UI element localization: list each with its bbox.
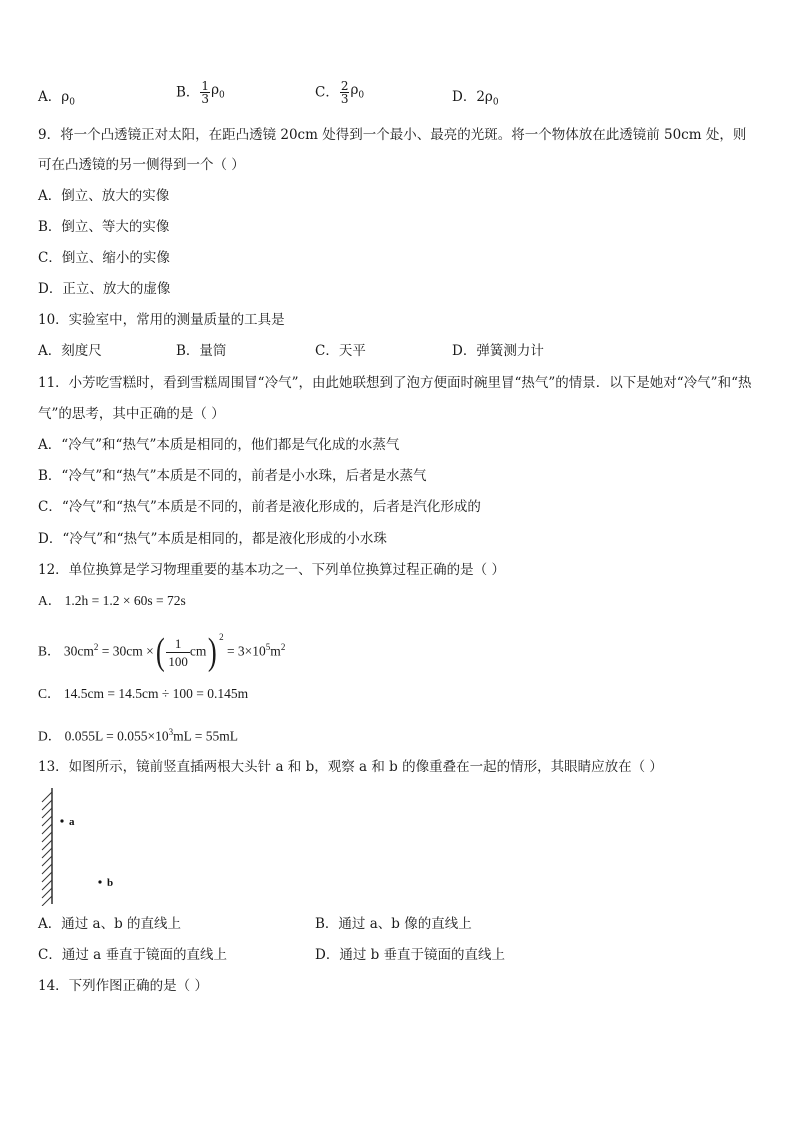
q12-stem: 12．单位换算是学习物理重要的基本功之一、下列单位换算过程正确的是（ ） xyxy=(38,562,505,578)
pin-a-label: a xyxy=(69,816,75,828)
rho-text: ρ xyxy=(61,89,70,105)
q12-option-d[interactable] xyxy=(38,723,238,746)
rho-text: ρ xyxy=(350,81,359,98)
exponent: 5 xyxy=(265,642,271,652)
option-letter: B． xyxy=(38,643,61,659)
q8-option-c[interactable] xyxy=(315,80,364,105)
q9-option-a[interactable]: A．倒立、放大的实像 xyxy=(38,188,170,204)
left-paren: ( xyxy=(155,631,165,674)
q9-option-b[interactable]: B．倒立、等大的实像 xyxy=(38,219,170,235)
q13-option-b[interactable]: B．通过 a、b 像的直线上 xyxy=(315,916,472,932)
q11-stem-line1: 11．小芳吃雪糕时，看到雪糕周围冒“冷气”，由此她联想到了泡方便面时碗里冒“热气”的情景．以下是她对“冷气”和“热 xyxy=(38,375,752,391)
q10-stem: 10．实验室中，常用的测量质量的工具是 xyxy=(38,312,285,328)
exponent: 2 xyxy=(219,632,224,642)
q12-d-pre: 0.055L = 0.055×10 xyxy=(64,728,169,744)
pin-b-dot xyxy=(98,880,101,883)
rho-symbol xyxy=(350,81,365,101)
q8-option-a[interactable] xyxy=(38,88,75,112)
fraction-denominator: 3 xyxy=(340,92,349,106)
q9-option-d[interactable]: D．正立、放大的虚像 xyxy=(38,281,171,297)
right-paren: ) xyxy=(208,631,218,674)
q12-option-c[interactable] xyxy=(38,685,248,703)
q9-option-c[interactable]: C．倒立、缩小的实像 xyxy=(38,250,170,266)
q10-option-b[interactable]: B．量筒 xyxy=(176,343,227,359)
q11-option-b[interactable]: B．“冷气”和“热气”本质是不同的，前者是小水珠，后者是水蒸气 xyxy=(38,468,427,484)
rho-symbol xyxy=(211,81,225,101)
pin-b-label: b xyxy=(107,877,114,889)
q11-option-a[interactable]: A．“冷气”和“热气”本质是相同的，他们都是气化成的水蒸气 xyxy=(38,437,400,453)
q14-stem: 14．下列作图正确的是（ ） xyxy=(38,978,208,994)
fraction xyxy=(200,80,210,105)
pin-a-dot xyxy=(60,819,63,822)
q11-option-d[interactable]: D．“冷气”和“热气”本质是相同的，都是液化形成的小水珠 xyxy=(38,531,387,547)
option-letter: D． xyxy=(38,728,62,744)
fraction-denominator: 3 xyxy=(201,92,210,106)
q12-b-right: = 3×10 xyxy=(226,643,266,659)
q11-stem-line2: 气”的思考，其中正确的是（ ） xyxy=(38,406,225,422)
rho-subscript: 0 xyxy=(492,97,499,108)
fraction-numerator: 2 xyxy=(340,79,349,93)
fraction-numerator: 1 xyxy=(166,635,190,653)
q12-d-post: mL = 55mL xyxy=(173,728,238,744)
option-letter: A． xyxy=(38,89,62,105)
fraction-numerator: 1 xyxy=(201,79,210,93)
q10-option-a[interactable]: A．刻度尺 xyxy=(38,343,102,359)
exponent: 3 xyxy=(168,727,174,737)
q12-b-middle: = 30cm × xyxy=(98,643,154,659)
rho-text: ρ xyxy=(211,81,219,98)
q12-option-b[interactable] xyxy=(38,625,285,674)
option-letter: D． xyxy=(452,89,477,105)
rho-symbol xyxy=(476,89,499,108)
option-letter: A． xyxy=(38,593,62,608)
option-letter: C． xyxy=(38,686,61,701)
q10-option-d[interactable]: D．弹簧测力计 xyxy=(452,343,544,359)
q12-b-unit: cm xyxy=(189,643,207,659)
exponent: 2 xyxy=(93,642,99,652)
q12-option-a[interactable] xyxy=(38,592,186,610)
option-letter: C． xyxy=(315,84,339,101)
mirror-hatching xyxy=(42,792,52,906)
fraction-denominator: 100 xyxy=(168,653,188,669)
q8-option-b[interactable] xyxy=(176,80,225,105)
mirror-figure xyxy=(38,786,118,906)
rho-symbol xyxy=(61,89,75,108)
rho-subscript: 0 xyxy=(219,90,225,101)
q9-stem-line1: 9．将一个凸透镜正对太阳，在距凸透镜 20cm 处得到一个最小、最亮的光斑。将一个物体放在此透镜前 50cm 处，则 xyxy=(38,127,747,143)
rho-text: 2ρ xyxy=(476,89,493,105)
q12-b-right-unit: m xyxy=(270,643,281,659)
exponent: 2 xyxy=(280,642,286,652)
q13-option-d[interactable]: D．通过 b 垂直于镜面的直线上 xyxy=(315,947,506,963)
q12-b-left: 30cm xyxy=(63,643,94,659)
q11-option-c[interactable]: C．“冷气”和“热气”本质是不同的，前者是液化形成的，后者是汽化形成的 xyxy=(38,499,481,515)
fraction xyxy=(166,635,190,670)
q8-option-d[interactable] xyxy=(452,88,499,112)
q13-option-c[interactable]: C．通过 a 垂直于镜面的直线上 xyxy=(38,947,227,963)
fraction xyxy=(340,80,350,105)
q12-c-expression: 14.5cm = 14.5cm ÷ 100 = 0.145m xyxy=(63,686,249,701)
q10-option-c[interactable]: C．天平 xyxy=(315,343,366,359)
q9-stem-line2: 可在凸透镜的另一侧得到一个（ ） xyxy=(38,157,245,173)
q12-a-expression: 1.2h = 1.2 × 60s = 72s xyxy=(64,593,186,608)
q13-stem: 13．如图所示，镜前竖直插两根大头针 a 和 b，观察 a 和 b 的像重叠在一起的情形，其眼睛应放在（ ） xyxy=(38,759,663,775)
rho-subscript: 0 xyxy=(69,97,75,108)
rho-subscript: 0 xyxy=(358,90,365,101)
q13-option-a[interactable]: A．通过 a、b 的直线上 xyxy=(38,916,182,932)
option-letter: B． xyxy=(176,84,200,101)
